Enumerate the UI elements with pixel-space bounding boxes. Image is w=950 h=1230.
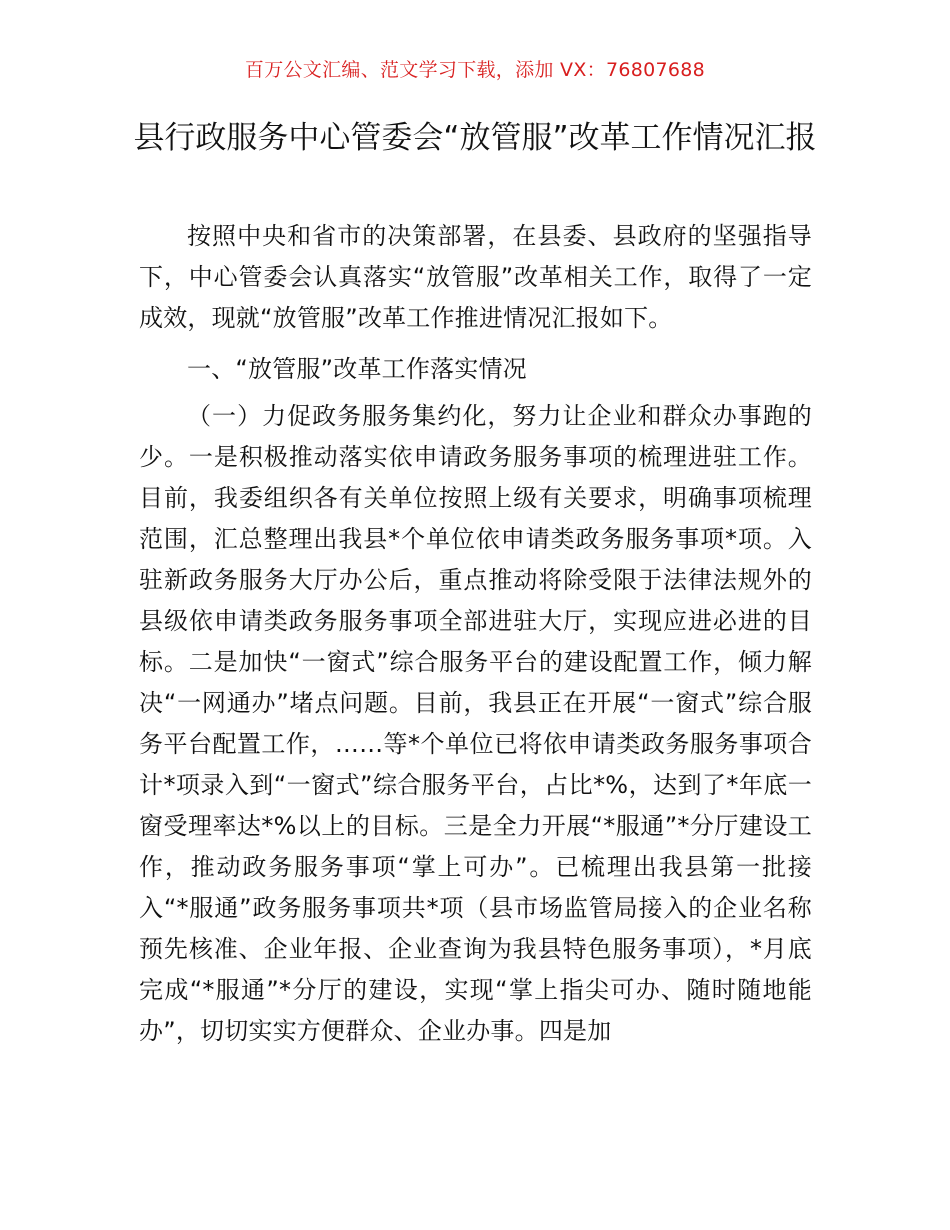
document-title: 县行政服务中心管委会“放管服”改革工作情况汇报 bbox=[133, 120, 817, 156]
section-heading: 一、“放管服”改革工作落实情况 bbox=[187, 355, 527, 383]
document-body bbox=[139, 216, 812, 1052]
header-watermark-note: 百万公文汇编、范文学习下载，添加 VX：76807688 bbox=[244, 59, 706, 81]
body-paragraph: （一）力促政务服务集约化，努力让企业和群众办事跑的少。一是积极推动落实依申请政务服务事项的梳理进驻工作。目前，我委组织各有关单位按照上级有关要求，明确事项梳理范围，汇总整理出我县*个单位依申请类政务服务事项*项。入驻新政务服务大厅办公后，重点推动将除受限于法律法规外的县级依申请类政务服务事项全部进驻大厅，实现应进必进的目标。二是加快“一窗式”综合服务平台的建设配置工作，倾力解决“一网通办”堵点问题。目前，我县正在开展“一窗式”综合服务平台配置工作，……等*个单位已将依申请类政务服务事项合计*项录入到“一窗式”综合服务平台，占比*%，达到了*年底一窗受理率达*%以上的目标。三是全力开展“*服通”*分厅建设工作，推动政务服务事项“掌上可办”。已梳理出我县第一批接入“*服通”政务服务事项共*项（县市场监管局接入的企业名称预先核准、企业年报、企业查询为我县特色服务事项），*月底完成“*服通”*分厅的建设，实现“掌上指尖可办、随时随地能办”，切切实实方便群众、企业办事。四是加 bbox=[139, 402, 812, 1045]
intro-paragraph: 按照中央和省市的决策部署，在县委、县政府的坚强指导下，中心管委会认真落实“放管服”改革相关工作，取得了一定成效，现就“放管服”改革工作推进情况汇报如下。 bbox=[139, 222, 812, 332]
